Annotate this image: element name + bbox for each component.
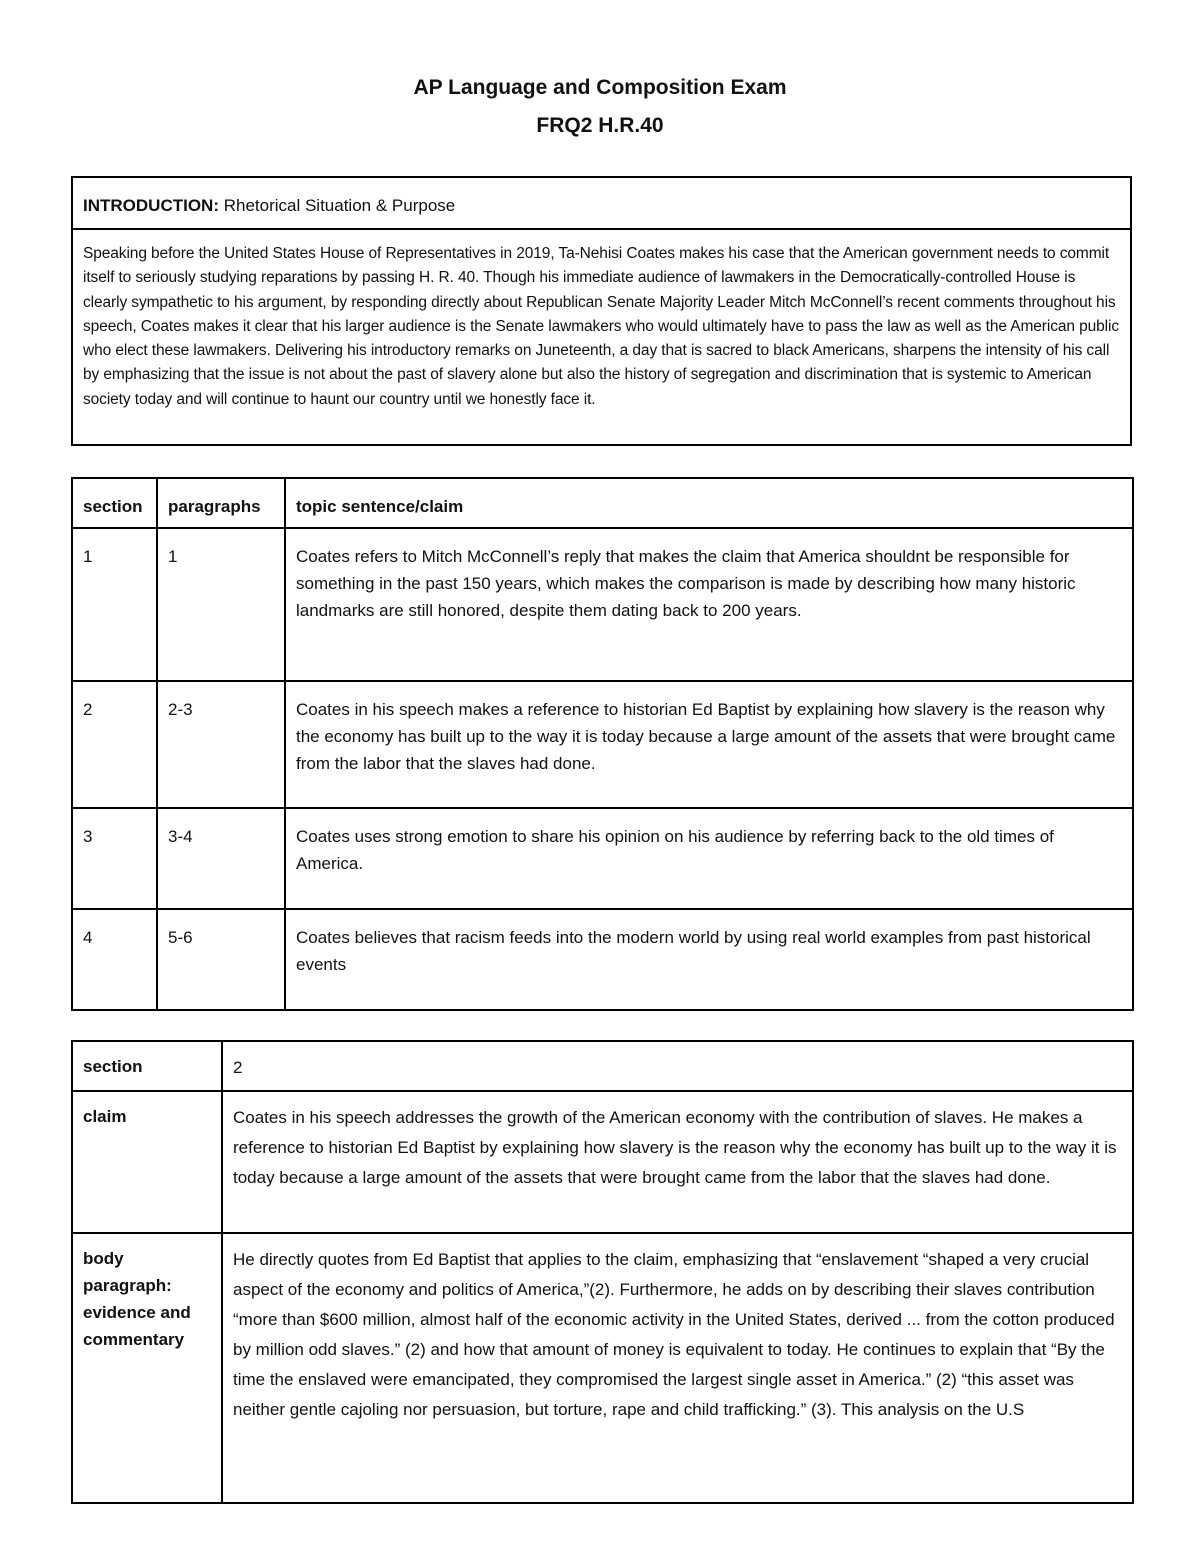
row-paragraphs: 3-4 bbox=[157, 808, 285, 909]
claim-row bbox=[72, 1091, 1133, 1233]
document-subtitle: FRQ2 H.R.40 bbox=[536, 114, 664, 137]
outline-table bbox=[71, 477, 1134, 1011]
row-section: 4 bbox=[72, 909, 157, 1010]
introduction-body-cell bbox=[72, 229, 1131, 445]
row-paragraphs: 2-3 bbox=[157, 681, 285, 808]
row-section: 1 bbox=[72, 528, 157, 681]
body-text-cell: He directly quotes from Ed Baptist that applies to the claim, emphasizing that “enslavement “shaped a very crucial aspect of the economy and politics of America,”(2). Furthermore, he adds on by describing their slaves contribution “more than $600 million, almost half of the economic activity in the United States, derived ... from the cotton produced by million odd slaves.” (2) and how that amount of money is equivalent to today. He continues to explain that “By the time the enslaved were emancipated, they compromised the largest single asset in America.” (2) “this asset was neither gentle cajoling nor persuasion, but torture, rape and child trafficking.” (3). This analysis on the U.S bbox=[222, 1233, 1133, 1503]
row-claim: Coates uses strong emotion to share his opinion on his audience by referring back to the old times of America. bbox=[285, 808, 1133, 909]
header-topic-sentence: topic sentence/claim bbox=[285, 478, 1133, 528]
header-section: section bbox=[72, 478, 157, 528]
introduction-text: Speaking before the United States House of Representatives in 2019, Ta-Nehisi Coates makes his case that the American government needs to commit itself to seriously studying reparations by passing H. R. 40. Though his immediate audience of lawmakers in the Democratically-controlled House is clearly sympathetic to his argument, by responding directly about Republican Senate Majority Leader Mitch McConnell’s recent comments throughout his speech, Coates makes it clear that his larger audience is the Senate lawmakers who would ultimately have to pass the law as well as the American public who elect these lawmakers. Delivering his introductory remarks on Juneteenth, a day that is sacred to black Americans, sharpens the intensity of his call by emphasizing that the issue is not about the past of slavery alone but also the history of segregation and discrimination that is systemic to American society today and will continue to haunt our country until we honestly face it. bbox=[83, 245, 1119, 408]
table-row bbox=[72, 528, 1133, 681]
introduction-label: INTRODUCTION: bbox=[83, 196, 219, 215]
claim-text-cell: Coates in his speech addresses the growth of the American economy with the contribution of slaves. He makes a reference to historian Ed Baptist by explaining how slavery is the reason why the economy has built up to the way it is today because a large amount of the assets that were brought came from the labor that the slaves had done. bbox=[222, 1091, 1133, 1233]
introduction-box bbox=[71, 176, 1132, 446]
row-section: 2 bbox=[72, 681, 157, 808]
introduction-heading-cell bbox=[72, 177, 1131, 229]
document-title: AP Language and Composition Exam bbox=[413, 76, 787, 99]
claim-label-cell: claim bbox=[72, 1091, 222, 1233]
header-paragraphs: paragraphs bbox=[157, 478, 285, 528]
body-label-cell: body paragraph: evidence and commentary bbox=[72, 1233, 222, 1503]
section-detail-table bbox=[71, 1040, 1134, 1504]
outline-header-row bbox=[72, 478, 1133, 528]
introduction-heading-text: Rhetorical Situation & Purpose bbox=[218, 196, 456, 215]
table-row bbox=[72, 808, 1133, 909]
row-claim: Coates believes that racism feeds into the modern world by using real world examples from past historical events bbox=[285, 909, 1133, 1010]
table-row bbox=[72, 681, 1133, 808]
section-row bbox=[72, 1041, 1133, 1091]
body-paragraph-row bbox=[72, 1233, 1133, 1503]
row-claim: Coates in his speech makes a reference to historian Ed Baptist by explaining how slavery is the reason why the economy has built up to the way it is today because a large amount of the assets that were brought came from the labor that the slaves had done. bbox=[285, 681, 1133, 808]
row-paragraphs: 1 bbox=[157, 528, 285, 681]
table-row bbox=[72, 909, 1133, 1010]
section-label-cell: section bbox=[72, 1041, 222, 1091]
row-claim: Coates refers to Mitch McConnell’s reply that makes the claim that America shouldnt be responsible for something in the past 150 years, which makes the comparison is made by describing how many historic landmarks are still honored, despite them dating back to 200 years. bbox=[285, 528, 1133, 681]
row-paragraphs: 5-6 bbox=[157, 909, 285, 1010]
row-section: 3 bbox=[72, 808, 157, 909]
section-value-cell: 2 bbox=[222, 1041, 1133, 1091]
